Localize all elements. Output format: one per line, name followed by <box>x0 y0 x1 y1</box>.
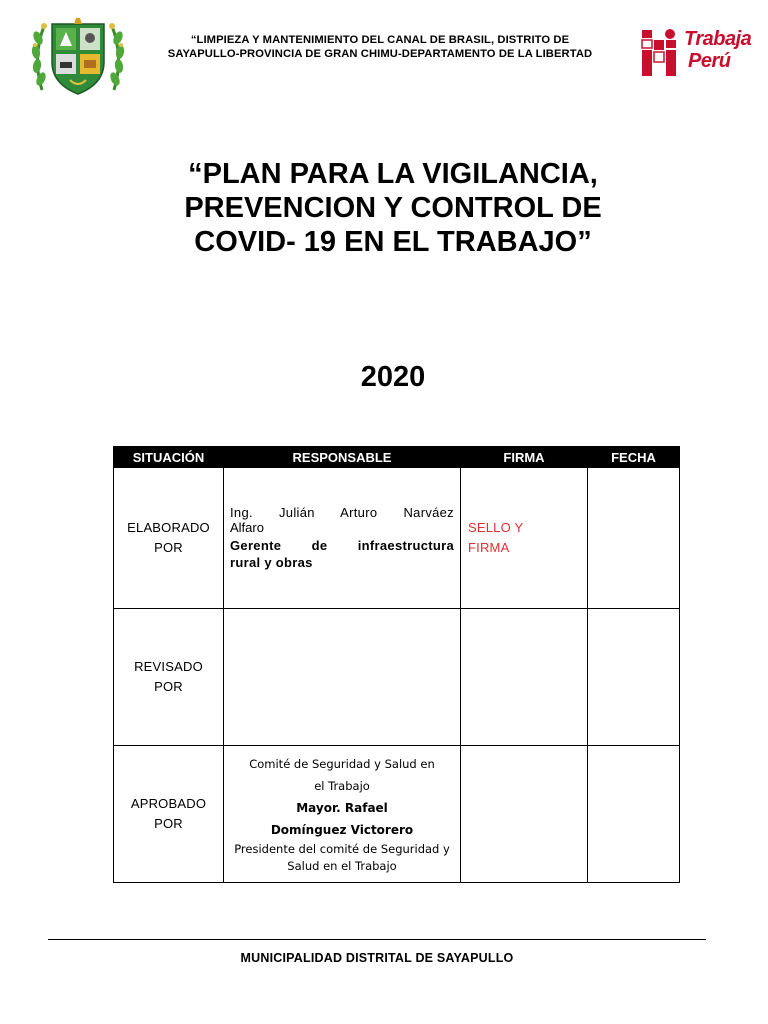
fecha-cell <box>588 468 680 609</box>
header-project-title: “LIMPIEZA Y MANTENIMIENTO DEL CANAL DE BRASIL, DISTRITO DE SAYAPULLO-PROVINCIA DE GRAN CHIMU-DEPARTAMENTO DE LA LIBERTAD <box>167 34 593 60</box>
approval-table <box>113 446 680 883</box>
footer-divider <box>48 939 706 940</box>
document-title: “PLAN PARA LA VIGILANCIA, PREVENCION Y CONTROL DE COVID- 19 EN EL TRABAJO” <box>184 158 602 258</box>
responsable-cell <box>224 468 461 609</box>
responsable-role-line1: Gerente de infraestructura <box>230 538 454 553</box>
responsable-name-line1: Ing. Julián Arturo Narváez <box>230 505 454 520</box>
firma-cell <box>461 746 588 883</box>
logo-word-peru: Perú <box>688 50 731 72</box>
logo-word-trabaja: Trabaja <box>684 28 752 50</box>
firma-cell: SELLO Y FIRMA <box>461 468 588 609</box>
situacion-cell: REVISADO POR <box>114 609 224 746</box>
approver-name: Mayor. Rafael Domínguez Victorero <box>270 801 414 837</box>
table-header-row <box>114 447 680 468</box>
column-header-fecha: FECHA <box>588 447 680 468</box>
firma-cell <box>461 609 588 746</box>
table-row-revisado <box>114 609 680 746</box>
trabaja-peru-logo-icon <box>640 26 752 80</box>
situacion-cell: APROBADO POR <box>114 746 224 883</box>
responsable-name-line2: Alfaro <box>230 520 264 535</box>
column-header-firma: FIRMA <box>461 447 588 468</box>
responsable-role-line2: rural y obras <box>230 555 313 570</box>
column-header-situacion: SITUACIÓN <box>114 447 224 468</box>
document-year: 2020 <box>360 361 426 393</box>
committee-name: Comité de Seguridad y Salud en el Trabajo <box>249 757 435 793</box>
column-header-responsable: RESPONSABLE <box>224 447 461 468</box>
table-row-aprobado <box>114 746 680 883</box>
municipal-crest-icon <box>30 18 126 98</box>
table-row-elaborado <box>114 468 680 609</box>
fecha-cell <box>588 746 680 883</box>
approver-role: Presidente del comité de Seguridad y Salud en el Trabajo <box>234 842 450 873</box>
situacion-cell: ELABORADO POR <box>114 468 224 609</box>
responsable-cell <box>224 609 461 746</box>
responsable-cell <box>224 746 461 883</box>
fecha-cell <box>588 609 680 746</box>
footer-municipality: MUNICIPALIDAD DISTRITAL DE SAYAPULLO <box>240 951 514 965</box>
